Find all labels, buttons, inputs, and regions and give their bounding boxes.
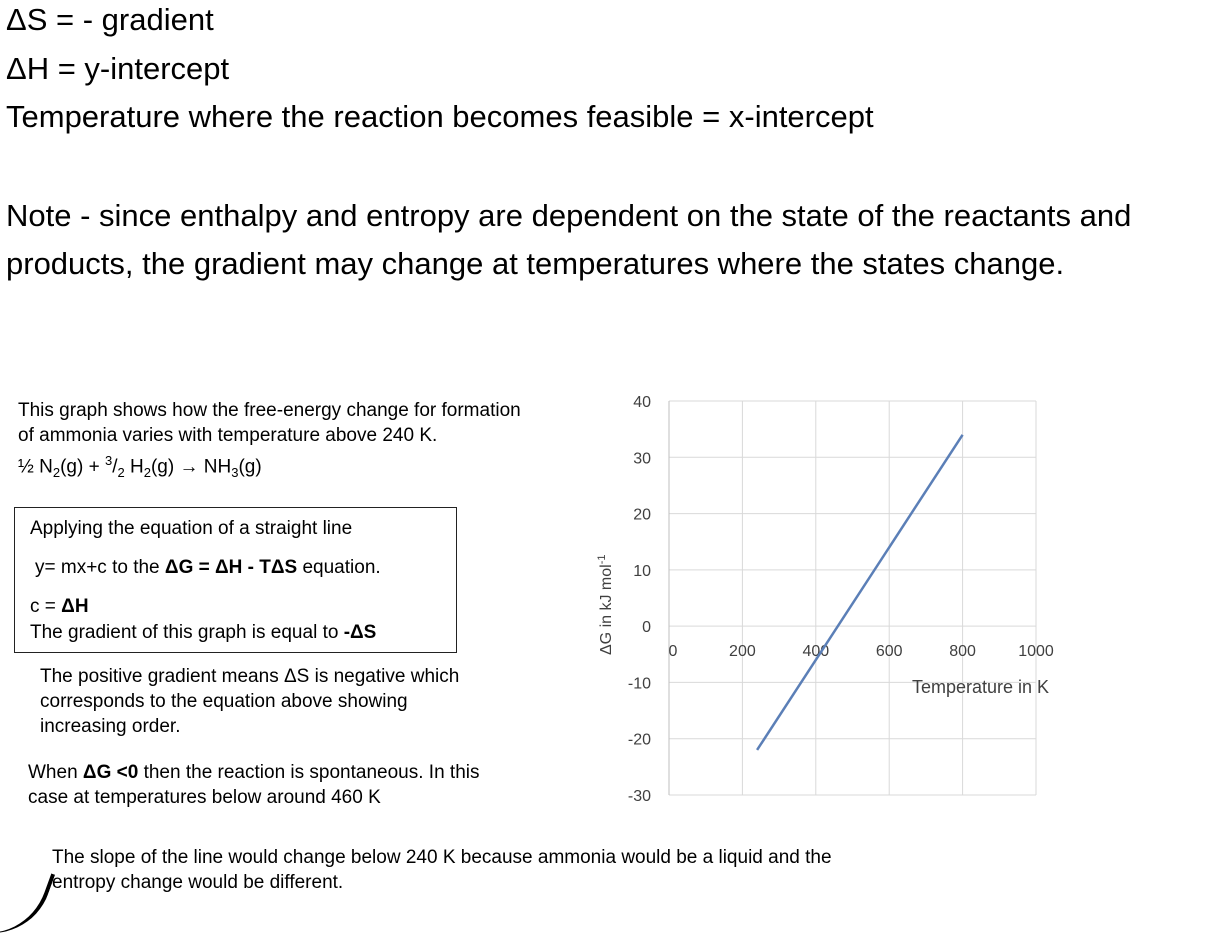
eq-h2: H <box>124 456 144 478</box>
eq-g: (g) <box>238 456 262 478</box>
box-line-4-a: The gradient of this graph is equal to <box>30 622 344 643</box>
y-axis-label-sup: -1 <box>596 554 608 565</box>
x-tick-label: 200 <box>729 643 756 661</box>
eq-n2: N <box>39 456 53 478</box>
intro-line-2: of ammonia varies with temperature above 240 K. <box>18 425 438 446</box>
x-tick-label: 600 <box>875 643 903 661</box>
eq-mid: (g) + <box>60 456 105 478</box>
box-line-4-b: -ΔS <box>343 622 377 643</box>
box-line-2-b: ΔG = ΔH - TΔS <box>164 557 298 578</box>
x-tick-label: 800 <box>949 643 976 661</box>
intro-line-1: This graph shows how the free-energy change for formation <box>18 400 521 421</box>
y-tick-label: 30 <box>633 450 651 468</box>
series-line <box>757 435 963 750</box>
x-tick-label: 0 <box>668 643 678 661</box>
box-line-2-c: equation. <box>297 557 381 578</box>
y-tick-label: -30 <box>627 788 651 805</box>
box-line-1: Applying the equation of a straight line <box>30 518 353 539</box>
note-paragraph: Note - since enthalpy and entropy are dependent on the state of the reactants and products, the gradient may change at temperatures where the states change. <box>6 198 1132 281</box>
spontaneous-line-1-b: ΔG <0 <box>82 762 139 783</box>
spontaneous-line-1-c: then the reaction is spontaneous. In this <box>138 762 480 783</box>
footer-text <box>52 845 832 895</box>
header-line-feasible: Temperature where the reaction becomes feasible = x-intercept <box>6 99 874 134</box>
x-tick-labels <box>669 643 1054 660</box>
eq-nh3: NH <box>198 456 232 478</box>
spontaneous-line-1-a: When <box>28 762 83 783</box>
x-tick-label: 1000 <box>1018 643 1054 661</box>
eq-sub: 3 <box>231 465 239 481</box>
chart-series <box>757 435 963 750</box>
y-axis-label <box>596 555 615 655</box>
y-tick-label: 0 <box>642 619 651 637</box>
eq-sub: 2 <box>117 465 125 481</box>
arrow-icon: → <box>179 456 199 478</box>
eq-sub: 2 <box>143 465 151 481</box>
chart-grid <box>669 401 1036 795</box>
header-line-entropy: ΔS = - gradient <box>6 2 214 37</box>
box-line-3-a: c = <box>30 596 62 617</box>
x-tick-label: 400 <box>802 643 830 661</box>
footer-line-2: entropy change would be different. <box>52 872 344 893</box>
box-line-2-a: y= mx+c to the <box>35 557 165 578</box>
eq-sub: 2 <box>52 465 61 481</box>
y-tick-label: -10 <box>627 675 651 693</box>
footer-line-1: The slope of the line would change below 240 K because ammonia would be a liquid and the <box>52 847 832 868</box>
positive-gradient-line-1: The positive gradient means ΔS is negative which <box>40 666 460 687</box>
header-line-enthalpy: ΔH = y-intercept <box>6 51 230 86</box>
eq-g: (g) <box>150 456 180 478</box>
positive-gradient-line-2: corresponds to the equation above showing <box>40 691 408 712</box>
eq-sup: 3 <box>104 453 113 468</box>
positive-gradient-line-3: increasing order. <box>40 716 181 737</box>
y-tick-label: 40 <box>633 394 651 411</box>
y-tick-labels <box>628 394 651 805</box>
eq-half: ½ <box>18 456 34 478</box>
box-line-3-b: ΔH <box>61 596 89 617</box>
y-tick-label: 10 <box>633 562 651 580</box>
eq-slash: / <box>112 456 118 478</box>
y-tick-label: 20 <box>633 506 651 524</box>
y-tick-label: -20 <box>627 731 651 749</box>
x-axis-label: Temperature in K <box>912 677 1050 697</box>
spontaneous-line-2: case at temperatures below around 460 K <box>28 787 381 808</box>
y-axis-label-main: ΔG in kJ mol <box>598 564 615 655</box>
